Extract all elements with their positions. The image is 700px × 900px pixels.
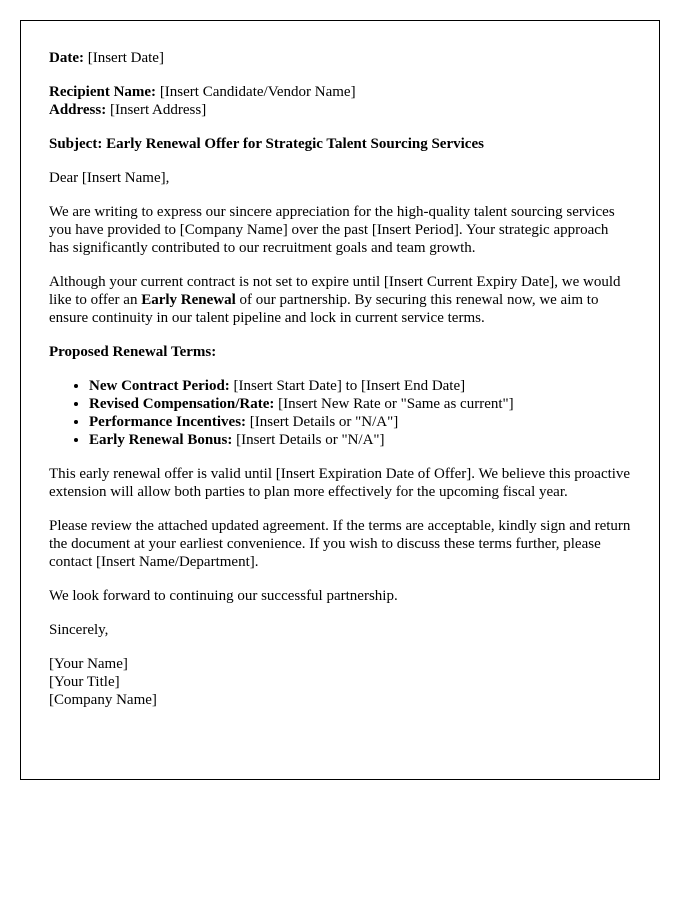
term-label: Revised Compensation/Rate: xyxy=(89,396,275,412)
term-value: [Insert Details or "N/A"] xyxy=(232,432,385,448)
list-item xyxy=(89,431,631,449)
address-value: [Insert Address] xyxy=(106,102,207,118)
subject-line xyxy=(49,135,631,153)
list-item xyxy=(89,377,631,395)
paragraph-appreciation: We are writing to express our sincere appreciation for the high-quality talent sourcing services you have provided to [Company Name] over the past [Insert Period]. Your strategic approach has significantly contributed to our recruitment goals and team growth. xyxy=(49,204,615,256)
address-line xyxy=(49,101,631,119)
address-label: Address: xyxy=(49,102,107,118)
date-line xyxy=(49,49,631,67)
date-label: Date: xyxy=(49,50,84,66)
list-item xyxy=(89,413,631,431)
recipient-value: [Insert Candidate/Vendor Name] xyxy=(156,84,356,100)
signature-name: [Your Name] xyxy=(49,656,128,672)
closing: Sincerely, xyxy=(49,622,109,638)
term-value: [Insert Start Date] to [Insert End Date] xyxy=(229,378,466,394)
term-value: [Insert New Rate or "Same as current"] xyxy=(274,396,514,412)
paragraph-review: Please review the attached updated agreement. If the terms are acceptable, kindly sign and return the document at your earliest convenience. If you wish to discuss these terms further, please contact [Insert Name/Department]. xyxy=(49,518,631,570)
paragraph-validity: This early renewal offer is valid until [Insert Expiration Date of Offer]. We believe this proactive extension will allow both parties to plan more effectively for the upcoming fiscal year. xyxy=(49,466,631,500)
list-item xyxy=(89,395,631,413)
para2-after: of our partnership. By securing this renewal now, we aim to ensure continuity in our talent pipeline and lock in current service terms. xyxy=(49,292,599,326)
signature-block xyxy=(49,655,631,709)
term-label: New Contract Period: xyxy=(89,378,230,394)
recipient-line xyxy=(49,83,631,101)
salutation: Dear [Insert Name], xyxy=(49,170,170,186)
subject-text: Subject: Early Renewal Offer for Strategic Talent Sourcing Services xyxy=(49,136,484,152)
letter-frame xyxy=(20,20,660,780)
terms-list xyxy=(49,377,631,449)
recipient-block xyxy=(49,83,631,119)
term-label: Early Renewal Bonus: xyxy=(89,432,233,448)
paragraph-early-renewal xyxy=(49,273,631,327)
date-value: [Insert Date] xyxy=(83,50,164,66)
recipient-label: Recipient Name: xyxy=(49,84,157,100)
signature-company: [Company Name] xyxy=(49,692,157,708)
terms-heading-text: Proposed Renewal Terms: xyxy=(49,344,217,360)
term-value: [Insert Details or "N/A"] xyxy=(246,414,399,430)
term-label: Performance Incentives: xyxy=(89,414,247,430)
signature-title: [Your Title] xyxy=(49,674,120,690)
terms-heading xyxy=(49,343,631,361)
paragraph-closing-remark: We look forward to continuing our successful partnership. xyxy=(49,588,398,604)
para2-bold: Early Renewal xyxy=(141,292,236,308)
para2-before: Although your current contract is not set to expire until [Insert Current Expiry Date], we would like to offer an xyxy=(49,274,621,308)
